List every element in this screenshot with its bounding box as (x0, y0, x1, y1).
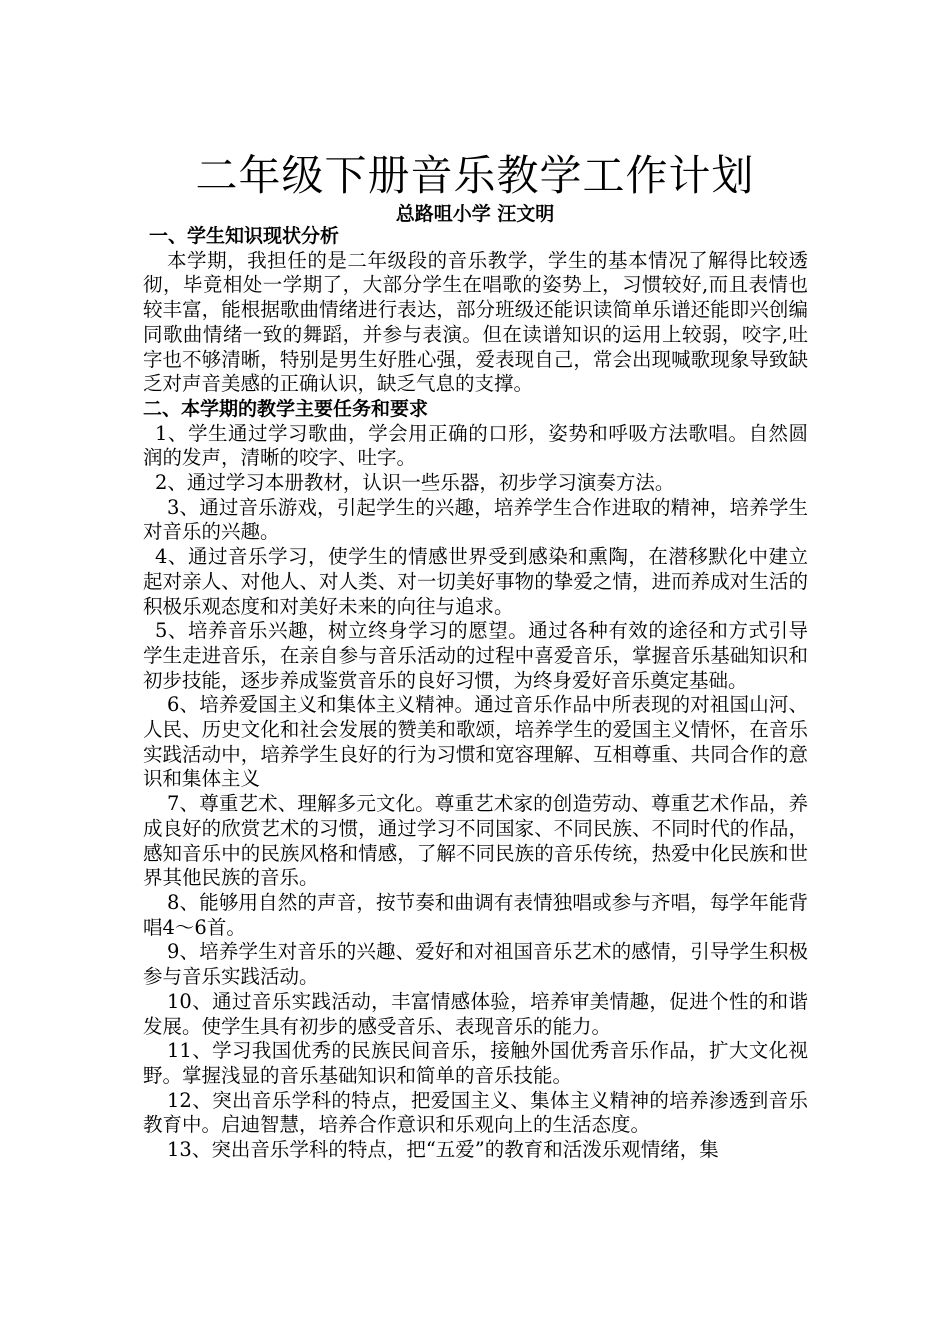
list-item: 12、突出音乐学科的特点，把爱国主义、集体主义精神的培养渗透到音乐教育中。启迪智慧，培养合作意识和乐观向上的生活态度。 (143, 1088, 808, 1137)
author-line: 总路咀小学 汪文明 (395, 203, 555, 225)
document-body (143, 224, 808, 1163)
list-item: 9、培养学生对音乐的兴趣、爱好和对祖国音乐艺术的感情，引导学生积极参与音乐实践活动。 (143, 940, 808, 989)
section-heading-1: 一、学生知识现状分析 (149, 225, 340, 247)
list-item: 4、通过音乐学习，使学生的情感世界受到感染和熏陶，在潜移默化中建立起对亲人、对他人、对人类、对一切美好事物的挚爱之情，进而养成对生活的积极乐观态度和对美好未来的向往与追求。 (143, 545, 808, 618)
list-item: 7、尊重艺术、理解多元文化。尊重艺术家的创造劳动、尊重艺术作品，养成良好的欣赏艺术的习惯，通过学习不同国家、不同民族、不同时代的作品，感知音乐中的民族风格和情感，了解不同民族的音乐传统，热爱中化民族和世界其他民族的音乐。 (143, 792, 808, 890)
document-title: 二年级下册音乐教学工作计划 (195, 151, 755, 200)
list-item: 8、能够用自然的声音，按节奏和曲调有表情独唱或参与齐唱，每学年能背唱4～6首。 (143, 890, 808, 939)
list-item: 13、突出音乐学科的特点，把“五爱”的教育和活泼乐观情绪，集 (167, 1138, 719, 1162)
list-item: 1、学生通过学习歌曲，学会用正确的口形，姿势和呼吸方法歌唱。自然圆润的发声，清晰的咬字、吐字。 (143, 421, 808, 470)
list-item: 11、学习我国优秀的民族民间音乐，接触外国优秀音乐作品，扩大文化视野。掌握浅显的音乐基础知识和简单的音乐技能。 (143, 1039, 808, 1087)
section-heading-2: 二、本学期的教学主要任务和要求 (143, 397, 429, 420)
list-item: 10、通过音乐实践活动，丰富情感体验，培养审美情趣，促进个性的和谐发展。使学生具有初步的感受音乐、表现音乐的能力。 (143, 989, 808, 1038)
section-1-paragraph: 本学期，我担任的是二年级段的音乐教学，学生的基本情况了解得比较透彻，毕竟相处一学期了，大部分学生在唱歌的姿势上，习惯较好,而且表情也较丰富，能根据歌曲情绪进行表达，部分班级还能识读简单乐谱还能即兴创编同歌曲情绪一致的舞蹈，并参与表演。但在读谱知识的运用上较弱，咬字,吐字也不够清晰，特别是男生好胜心强，爱表现自己，常会出现喊歌现象导致缺乏对声音美感的正确认识，缺乏气息的支撑。 (143, 248, 808, 396)
list-item: 2、通过学习本册教材，认识一些乐器，初步学习演奏方法。 (155, 471, 675, 495)
list-item: 3、通过音乐游戏，引起学生的兴趣，培养学生合作进取的精神，培养学生对音乐的兴趣。 (143, 495, 808, 544)
list-item: 5、培养音乐兴趣，树立终身学习的愿望。通过各种有效的途径和方式引导学生走进音乐，在亲自参与音乐活动的过程中喜爱音乐，掌握音乐基础知识和初步技能，逐步养成鉴赏音乐的良好习惯，为终身爱好音乐奠定基础。 (143, 619, 808, 692)
list-item: 6、培养爱国主义和集体主义精神。通过音乐作品中所表现的对祖国山河、人民、历史文化和社会发展的赞美和歌颂，培养学生的爱国主义情怀，在音乐实践活动中，培养学生良好的行为习惯和宽容理解、互相尊重、共同合作的意识和集体主义 (143, 693, 808, 791)
